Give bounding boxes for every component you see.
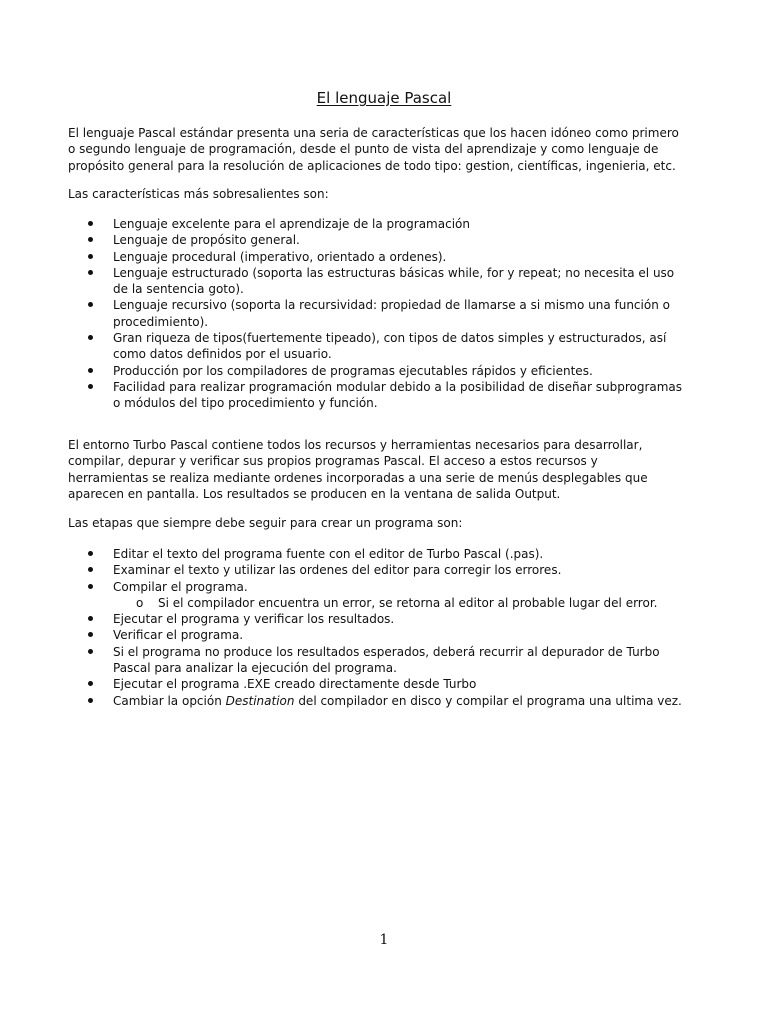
- environment-line: herramientas se realiza mediante ordenes incorporadas a una serie de menús desplegables que: [68, 470, 648, 485]
- list-item: Lenguaje recursivo (soporta la recursividad: propiedad de llamarse a si mismo una función o procedimiento).: [68, 297, 728, 330]
- bullet-icon: [88, 368, 93, 373]
- list-item: Examinar el texto y utilizar las ordenes del editor para corregir los errores.: [68, 562, 728, 578]
- list-item: Cambiar la opción Destination del compilador en disco y compilar el programa una ultima vez.: [68, 693, 728, 709]
- compile-sublist: [113, 595, 728, 611]
- bullet-icon: [88, 567, 93, 572]
- bullet-icon: [88, 384, 93, 389]
- environment-line: El entorno Turbo Pascal contiene todos los recursos y herramientas necesarios para desarrollar,: [68, 438, 643, 452]
- environment-line: compilar, depurar y verificar sus propios programas Pascal. El acceso a estos recursos y: [68, 454, 598, 469]
- list-item: Ejecutar el programa y verificar los resultados.: [68, 611, 728, 627]
- intro-paragraph: [68, 125, 718, 174]
- page-number: 1: [379, 932, 389, 948]
- environment-line: aparecen en pantalla. Los resultados se producen en la ventana de salida Output.: [68, 486, 561, 501]
- list-item: Editar el texto del programa fuente con el editor de Turbo Pascal (.pas).: [68, 546, 728, 562]
- destination-option: Destination: [225, 693, 295, 708]
- list-item: Lenguaje de propósito general.: [68, 232, 728, 248]
- document-title: El lenguaje Pascal: [316, 89, 452, 107]
- bullet-icon: [88, 551, 93, 556]
- list-item: Gran riqueza de tipos(fuertemente tipeado), con tipos de datos simples y estructurados, así como datos definidos por el usuario.: [68, 330, 728, 363]
- bullet-icon: [88, 221, 93, 226]
- environment-paragraph: [68, 437, 718, 502]
- features-heading: Las características más sobresalientes son:: [68, 187, 329, 201]
- bullet-icon: [88, 698, 93, 703]
- bullet-icon: [88, 335, 93, 340]
- bullet-icon: [88, 302, 93, 307]
- intro-line: propósito general para la resolución de aplicaciones de todo tipo: gestion, científicas, ingenieria, etc.: [68, 158, 676, 173]
- bullet-icon: [88, 270, 93, 275]
- circle-bullet-icon: o: [136, 595, 144, 610]
- bullet-icon: [88, 616, 93, 621]
- steps-heading: Las etapas que siempre debe seguir para crear un programa son:: [68, 516, 463, 530]
- bullet-icon: [88, 584, 93, 589]
- sublist-item: o Si el compilador encuentra un error, se retorna al editor al probable lugar del error.: [136, 595, 658, 610]
- bullet-icon: [88, 649, 93, 654]
- list-item: Si el programa no produce los resultados esperados, deberá recurrir al depurador de Turbo Pascal para analizar la ejecución del programa.: [68, 644, 728, 677]
- list-item: Lenguaje estructurado (soporta las estructuras básicas while, for y repeat; no necesita el uso de la sentencia goto).: [68, 265, 728, 298]
- features-list: [68, 216, 728, 412]
- list-item: Facilidad para realizar programación modular debido a la posibilidad de diseñar subprogramas o módulos del tipo procedimiento y función.: [68, 379, 728, 412]
- steps-list: [68, 546, 728, 709]
- list-item: Verificar el programa.: [68, 627, 728, 643]
- list-item: Lenguaje procedural (imperativo, orientado a ordenes).: [68, 249, 728, 265]
- list-item: Compilar el programa. o Si el compilador encuentra un error, se retorna al editor al probable lugar del error.: [68, 579, 728, 612]
- list-item: Ejecutar el programa .EXE creado directamente desde Turbo: [68, 676, 728, 692]
- bullet-icon: [88, 632, 93, 637]
- intro-line: El lenguaje Pascal estándar presenta una seria de características que los hacen idóneo como primero: [68, 126, 679, 140]
- bullet-icon: [88, 681, 93, 686]
- intro-line: o segundo lenguaje de programación, desde el punto de vista del aprendizaje y como lenguaje de: [68, 142, 659, 157]
- bullet-icon: [88, 237, 93, 242]
- list-item: Lenguaje excelente para el aprendizaje de la programación: [68, 216, 728, 232]
- bullet-icon: [88, 254, 93, 259]
- list-item: Producción por los compiladores de programas ejecutables rápidos y eficientes.: [68, 363, 728, 379]
